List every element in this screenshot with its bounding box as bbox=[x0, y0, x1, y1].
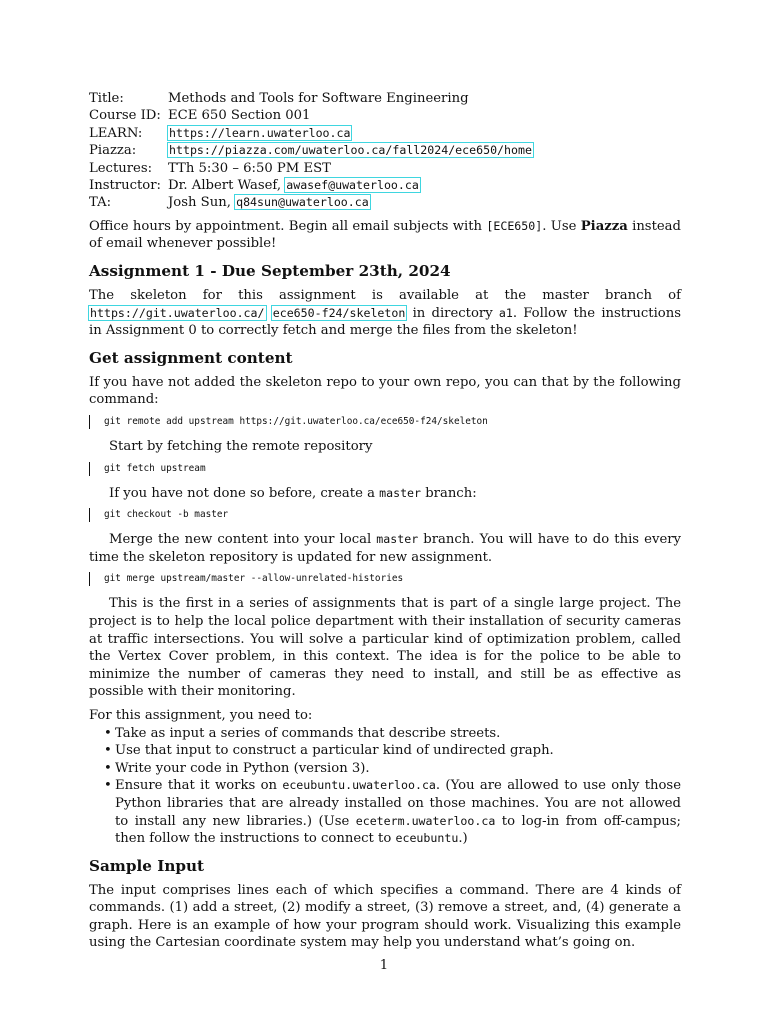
directory-code: a1 bbox=[498, 305, 513, 320]
assignment-heading: Assignment 1 - Due September 23th, 2024 bbox=[89, 262, 451, 281]
list-item: • Write your code in Python (version 3). bbox=[104, 760, 370, 776]
document-page bbox=[89, 90, 681, 958]
page-number: 1 bbox=[379, 958, 389, 973]
project-paragraph: This is the first in a series of assignments that is part of a single large project. The project is to help the local police department with their installation of security cameras at traffic intersections. You will solve a particular kind of optimization problem, called the Vertex Cover problem, in this context. The idea is for the police to be able to minimize the number of cameras they need to install, and still be as effective as possible with their monitoring. bbox=[89, 596, 681, 700]
instructor-email-link[interactable]: awasef@uwaterloo.ca bbox=[286, 178, 419, 193]
info-label: Lectures: bbox=[89, 160, 153, 176]
master-intro: If you have not done so before, create a master branch: bbox=[109, 485, 477, 501]
list-item: • Take as input a series of commands that describe streets. bbox=[104, 725, 501, 741]
skeleton-link-part2[interactable]: ece650-f24/skeleton bbox=[272, 305, 406, 320]
sample-input-heading: Sample Input bbox=[89, 856, 205, 875]
email-subject-code: [ECE650] bbox=[486, 218, 543, 233]
info-label: Instructor: bbox=[89, 178, 161, 194]
ta-email-link[interactable]: q84sun@uwaterloo.ca bbox=[236, 195, 369, 210]
sample-input-paragraph: The input comprises lines each of which specifies a command. There are 4 kinds of commands. (1) add a street, (2) modify a street, (3) remove a street, and, (4) generate a graph. Here is an example of how your program should work. Visualizing this example using the Cartesian coordinate system may help you understand what’s going on. bbox=[89, 882, 681, 951]
info-row-piazza bbox=[89, 142, 533, 159]
office-hours-paragraph: Office hours by appointment. Begin all email subjects with [ECE650]. Use Piazza instead of email whenever possible! bbox=[89, 218, 681, 252]
requirements-list bbox=[89, 725, 681, 848]
info-row-instructor bbox=[89, 177, 533, 194]
info-label: TA: bbox=[89, 195, 112, 211]
info-row-ta bbox=[89, 194, 533, 211]
info-label: Title: bbox=[89, 91, 124, 106]
piazza-link[interactable]: https://piazza.com/uwaterloo.ca/fall2024/ece650/home bbox=[169, 143, 532, 158]
master-code: master bbox=[379, 485, 422, 500]
list-item: • Use that input to construct a particular kind of undirected graph. bbox=[104, 743, 554, 759]
bullet-icon: • bbox=[104, 743, 112, 759]
instructor-name: Dr. Albert Wasef, bbox=[168, 178, 286, 194]
list-item: • Ensure that it works on eceubuntu.uwaterloo.ca. (You are allowed to use only those Python libraries that are already installed on those machines. You are not allowed to install any new libraries.) (Use eceterm.uwaterloo.ca to log-in from off-campus; then follow the instructions to connect to eceubuntu.) bbox=[104, 778, 681, 847]
ta-name: Josh Sun, bbox=[168, 195, 236, 211]
bullet-icon: • bbox=[104, 778, 112, 794]
info-label: Course ID: bbox=[89, 108, 161, 124]
fetch-intro: Start by fetching the remote repository bbox=[109, 439, 373, 454]
info-row-title bbox=[89, 90, 533, 107]
skeleton-link-part1[interactable]: https://git.uwaterloo.ca/ bbox=[90, 305, 265, 320]
info-row-course-id bbox=[89, 107, 533, 124]
bullet-icon: • bbox=[104, 725, 112, 741]
course-info-table bbox=[89, 90, 533, 212]
merge-intro: Merge the new content into your local master branch. You will have to do this every time the skeleton repository is updated for new assignment. bbox=[89, 532, 681, 565]
learn-link[interactable]: https://learn.uwaterloo.ca bbox=[169, 125, 351, 140]
need-intro: For this assignment, you need to: bbox=[89, 707, 313, 723]
get-content-intro: If you have not added the skeleton repo to your own repo, you can that by the following command: bbox=[89, 374, 681, 408]
info-value: Methods and Tools for Software Engineering bbox=[168, 91, 469, 106]
info-row-learn bbox=[89, 125, 533, 142]
info-label: Piazza: bbox=[89, 143, 137, 159]
master-code: master bbox=[376, 532, 419, 547]
bullet-icon: • bbox=[104, 760, 112, 776]
command-remote-add: git remote add upstream https://git.uwaterloo.ca/ece650-f24/skeleton bbox=[89, 415, 681, 429]
piazza-emphasis: Piazza bbox=[580, 218, 628, 234]
host-code: eceubuntu bbox=[395, 831, 459, 846]
get-content-heading: Get assignment content bbox=[89, 348, 293, 367]
info-value: TTh 5:30 – 6:50 PM EST bbox=[168, 160, 331, 176]
host-code: eceterm.uwaterloo.ca bbox=[355, 813, 496, 828]
skeleton-paragraph: The skeleton for this assignment is available at the master branch of https://git.uwaterloo.ca/ ece650-f24/skeleton in directory a1. Follow the instructions in Assignment 0 to correctly fetch and merge the files from the skeleton! bbox=[89, 288, 681, 339]
info-row-lectures bbox=[89, 160, 533, 177]
command-fetch: git fetch upstream bbox=[89, 462, 681, 476]
command-merge: git merge upstream/master --allow-unrelated-histories bbox=[89, 572, 681, 586]
info-value: ECE 650 Section 001 bbox=[168, 108, 311, 124]
host-code: eceubuntu.uwaterloo.ca bbox=[282, 778, 436, 793]
info-label: LEARN: bbox=[89, 125, 143, 141]
command-checkout: git checkout -b master bbox=[89, 508, 681, 522]
